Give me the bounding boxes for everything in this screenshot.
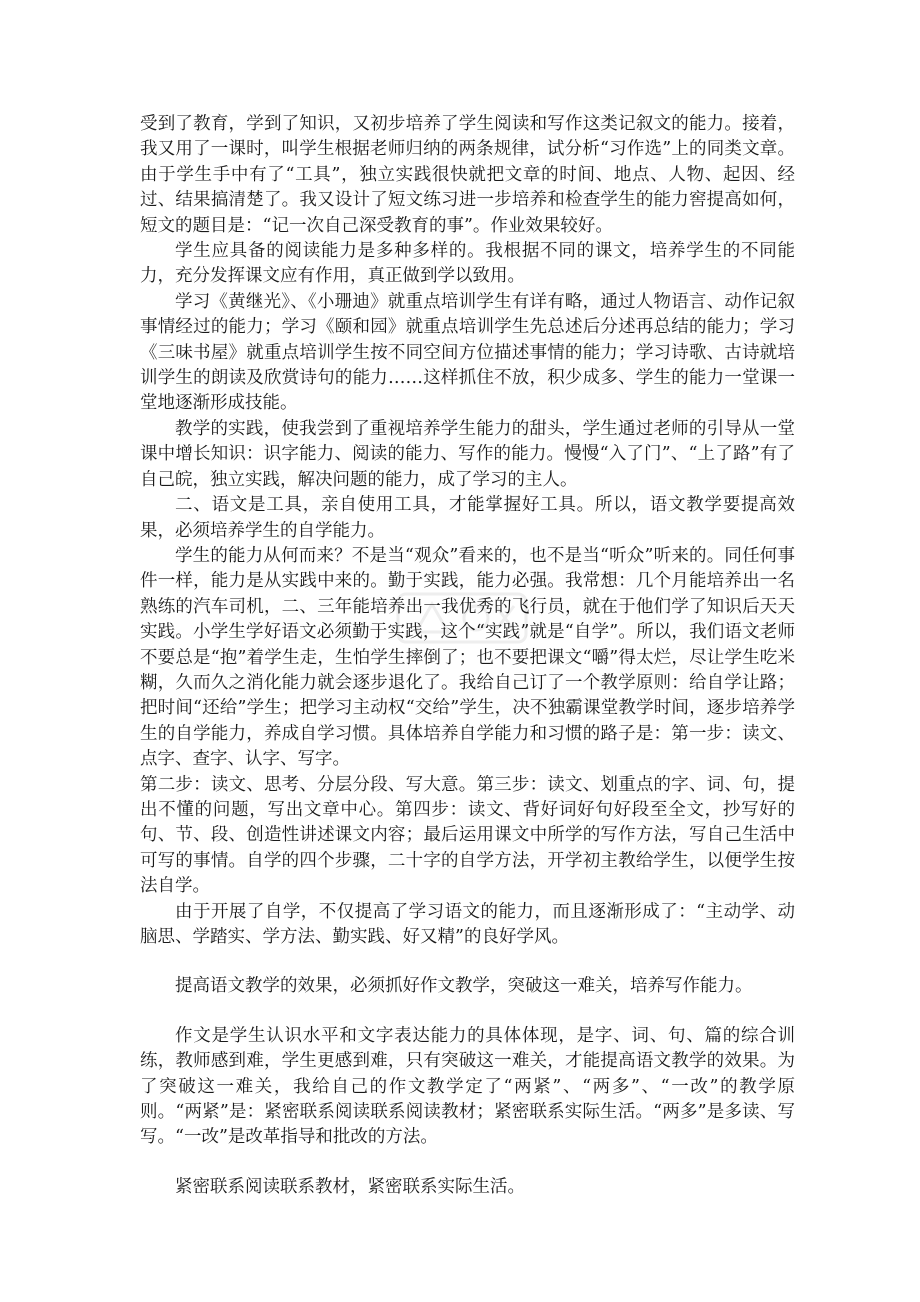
paragraph-reading-abilities: 学生应具备的阅读能力是多种多样的。我根据不同的课文，培养学生的不同能力，充分发挥课文应有作用，真正做到学以致用。 [140,241,795,287]
paragraph-lesson-examples: 学习《黄继光》、《小珊迪》就重点培训学生有详有略，通过人物语言、动作记叙事情经过的能力；学习《颐和园》就重点培训学生先总述后分述再总结的能力；学习《三味书屋》就重点培训学生按不同空间方位描述事情的能力；学习诗歌、古诗就培训学生的朗读及欣赏诗句的能力……这样抓住不放，积少成多、学生的能力一堂课一堂地逐渐形成技能。 [140,291,795,414]
paragraph-teaching-practice: 教学的实践，使我尝到了重视培养学生能力的甜头，学生通过老师的引导从一堂课中增长知识：识字能力、阅读的能力、写作的能力。慢慢“入了门”、“上了路”有了自己皖，独立实践，解决问题的能力，成了学习的主人。 [140,418,795,490]
paragraph-section-two-heading: 二、语文是工具，亲自使用工具，才能掌握好工具。所以，语文教学要提高效果，必须培养学生的自学能力。 [140,495,795,541]
paragraph-study-steps: 第二步：读文、思考、分层分段、写大意。第三步：读文、划重点的字、词、句，提出不懂的问题，写出文章中心。第四步：读文、背好词好句好段至全文，抄写好的句、节、段、创造性讲述课文内容；最后运用课文中所学的写作方法，写自己生活中可写的事情。自学的四个步骤，二十字的自学方法，开学初主教给学生，以便学生按法自学。 [140,774,795,897]
paragraph-composition-heading: 提高语文教学的效果，必须抓好作文教学，突破这一难关，培养写作能力。 [175,976,753,997]
paragraph-continuation: 受到了教育，学到了知识，又初步培养了学生阅读和写作这类记叙文的能力。接着，我又用了一课时，叫学生根据老师归纳的两条规律，试分析“习作选”上的同类文章。由于学生手中有了“工具”，独立实践很快就把文章的时间、地点、人物、起因、经过、结果搞清楚了。我又设计了短文练习进一步培养和检查学生的能力窖提高如何，短文的题目是：“记一次自己深受教育的事”。作业效果较好。 [140,114,795,236]
paragraph-composition-principles: 作文是学生认识水平和文字表达能力的具体体现，是字、词、句、篇的综合训练，教师感到难，学生更感到难，只有突破这一难关，才能提高语文教学的效果。为了突破这一难关，我给自己的作文教学定了“两紧”、“两多”、“一改”的教学原则。“两紧”是：紧密联系阅读联系阅读教材；紧密联系实际生活。“两多”是多读、写写。“一改”是改革指导和批改的方法。 [140,1025,795,1148]
document-body [140,112,795,1200]
paragraph-self-study: 学生的能力从何而来？不是当“观众”看来的，也不是当“听众”听来的。同任何事件一样，能力是从实践中来的。勤于实践，能力必强。我常想：几个月能培养出一名熟练的汽车司机，二、三年能培养出一我优秀的飞行员，就在于他们学了知识后天天实践。小学生学好语文必须勤于实践，这个“实践”就是“自学”。所以，我们语文老师不要总是“抱”着学生走，生怕学生摔倒了；也不要把课文“嚼”得太烂，尽让学生吃米糊，久而久之消化能力就会逐步退化了。我给自己订了一个教学原则：给自学让路；把时间“还给”学生；把学习主动权“交给”学生，决不独霸课堂教学时间，逐步培养学生的自学能力，养成自学习惯。具体培养自学能力和习惯的路子是：第一步：读文、点字、查字、认字、写字。 [140,545,795,770]
paragraph-study-style: 由于开展了自学，不仅提高了学习语文的能力，而且逐渐形成了：“主动学、动脑思、学踏实、学方法、勤实践、好又精”的良好学风。 [140,901,795,947]
paragraph-final-heading: 紧密联系阅读联系教材，紧密联系实际生活。 [175,1176,525,1197]
